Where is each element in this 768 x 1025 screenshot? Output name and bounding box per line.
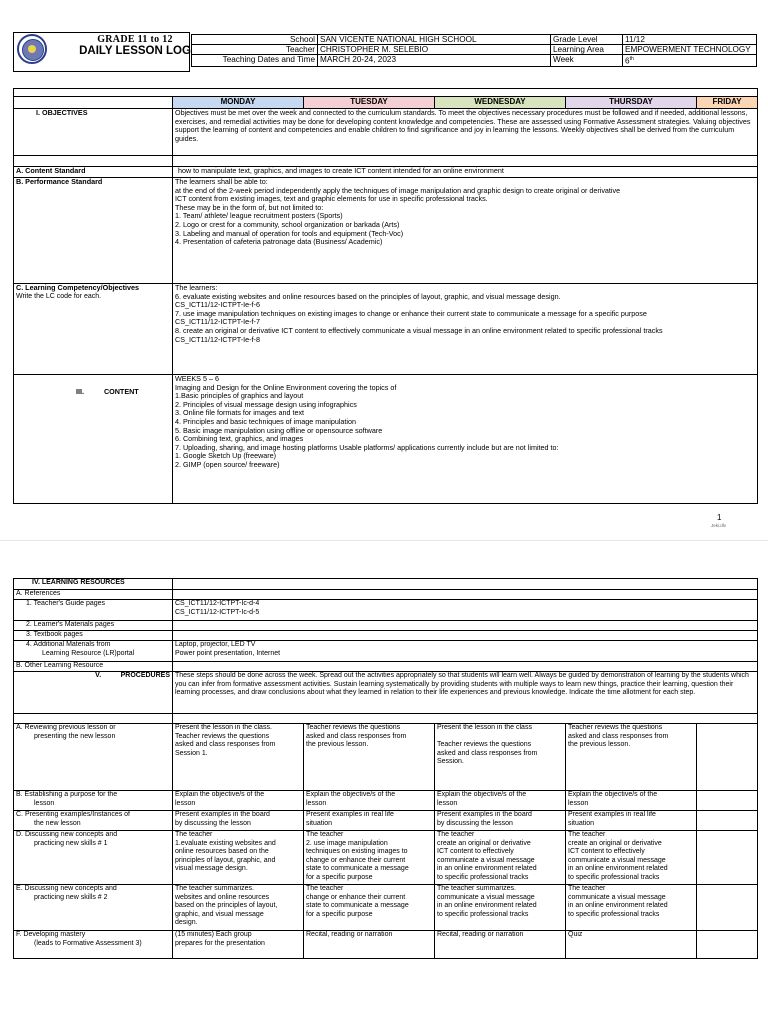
procedure-cell-line: Recital, reading or narration [437,931,524,938]
procedure-cell-line: The teacher [175,831,213,838]
procedure-cell-line: The teacher [568,885,606,892]
procedure-step-label-line: the new lesson [34,819,81,827]
performance-standard-line: 3. Labeling and manual of operation for tools and equipment (Tech-Voc) [175,228,404,238]
procedure-step-label [14,724,173,791]
procedures-text: These steps should be done across the week. Spread out the activities appropriately so that students will learn well. Always be guided by demonstration of learning by the students which you can infer from formative assessment activities. Sustain learning systematically by providing students with multiple ways to learn new things, practice their learning, question their learning processes, and draw conclusions about what they learned in relation to their life experiences and previous knowledge. Indicate the time allotment for each step. [173,672,758,714]
day-friday: FRIDAY [697,97,758,109]
procedure-cell-mon [173,831,304,885]
procedure-cell-line: for a specific purpose [306,910,373,918]
competency-heading-cell [14,284,173,375]
teachers-guide-line: CS_ICT11/12-ICTPT-Ic-d-5 [175,608,260,616]
procedure-step-label-line: (leads to Formative Assessment 3) [34,939,142,947]
learners-materials-label: 2. Learner's Materials pages [14,621,173,631]
procedure-step-label-line: practicing new skills # 1 [34,839,108,847]
document-title: DAILY LESSON LOG [79,45,191,57]
dates-value: MARCH 20-24, 2023 [318,55,551,67]
procedure-cell-line: The teacher [568,831,606,838]
procedure-cell-line: Teacher reviews the questions [437,741,532,749]
procedure-cell-tue [304,811,435,831]
additional-materials-label [14,641,173,662]
blank-cell [173,579,758,590]
procedure-cell-fri [697,811,758,831]
performance-standard-heading: B. Performance Standard [14,178,173,284]
procedure-cell-line: to specific professional tracks [437,910,529,918]
procedure-step-label-line: C. Presenting examples/Instances of [16,811,131,818]
content-standard-heading: A. Content Standard [14,167,173,178]
procedure-cell-line: (15 minutes) Each group [175,931,252,938]
content-line: 2. GIMP (open source/ freeware) [175,459,280,469]
procedure-cell-thu [566,811,697,831]
procedure-cell-tue [304,931,435,959]
learning-resources-heading: IV. LEARNING RESOURCES [14,579,173,590]
procedure-cell-line: in an online environment related [437,902,537,910]
day-monday: MONDAY [173,97,304,109]
procedure-cell-line: state to communicate a message [306,902,409,910]
page-number: 1 [717,513,722,522]
content-line: Imaging and Design for the Online Environment covering the topics of [175,382,397,392]
performance-standard-line: at the end of the 2-week period independently apply the techniques of image manipulation and graphic design to create original or derivative [175,185,621,195]
procedure-cell-tue [304,791,435,811]
procedure-cell-wed [435,791,566,811]
procedure-cell-line: Recital, reading or narration [306,931,393,938]
procedure-cell-line: The teacher [306,831,344,838]
procedure-row [14,791,758,811]
procedure-cell-wed [435,885,566,931]
procedure-cell-fri [697,885,758,931]
performance-standard-line: 2. Logo or crest for a community, school organization or barkada (Arts) [175,219,400,229]
procedure-cell-line: communicate a visual message [437,893,535,901]
day-header-blank [14,97,173,109]
procedure-cell-line: The teacher summarizes. [437,885,516,892]
procedure-cell-line: Present the lesson in the class. [175,724,272,731]
grade-heading: GRADE 11 to 12 [97,34,173,45]
procedure-cell-wed [435,811,566,831]
procedure-cell-tue [304,724,435,791]
procedure-step-label [14,831,173,885]
procedure-cell-line: online resources based on the [175,848,269,856]
procedure-cell-line: The teacher [437,831,475,838]
objectives-heading: I. OBJECTIVES [14,109,173,156]
procedure-cell-fri [697,791,758,811]
procedure-cell-fri [697,724,758,791]
procedure-cell-line: to specific professional tracks [568,873,660,881]
blank-cell [173,631,758,641]
content-line: 6. Combining text, graphics, and images [175,434,304,444]
textbook-label: 3. Textbook pages [14,631,173,641]
school-seal-icon [17,34,47,64]
procedure-step-label-line: lesson [34,799,55,807]
week-label: Week [551,55,623,67]
procedure-cell-line: The teacher [306,885,344,892]
additional-materials-value [173,641,758,662]
procedure-cell-line: 1.evaluate existing websites and [175,839,276,847]
procedure-cell-mon [173,885,304,931]
blank-cell [173,714,758,724]
procedure-cell-line: asked and class responses from [306,732,407,740]
procedure-cell-line: lesson [306,799,327,807]
page-footer-tag: Jeki.dlv [711,523,727,528]
competency-line: 6. evaluate existing websites and online resources based on the principles of layout, graphic, and visual message design. [175,291,561,301]
procedure-step-label [14,885,173,931]
procedure-cell-line: for a specific purpose [306,873,373,881]
procedure-cell-line: ICT content to effectively [568,848,645,856]
procedure-cell-line: Explain the objective/s of the [568,791,658,798]
objectives-text: Objectives must be met over the week and connected to the curriculum standards. To meet the objectives necessary procedures must be followed and if needed, additional lessons, exercises, and remedial activities may be done for developing content knowledge and competencies. These are assessed using Formative Assessment strategies. Valuing objectives support the learning of content and competencies and enable children to find significance and joy in learning the lessons. Weekly objectives shall be derived from the curriculum guides. [173,109,758,156]
content-line: WEEKS 5 – 6 [175,374,219,383]
content-line: 5. Basic image manipulation using offline or opensource software [175,425,383,435]
school-label: School [192,35,318,45]
learning-area-label: Learning Area [551,45,623,55]
procedure-cell-line [437,733,563,742]
competency-line: CS_ICT11/12-ICTPT-Ie-f-6 [175,300,260,310]
procedure-cell-tue [304,885,435,931]
procedure-step-label [14,811,173,831]
procedure-cell-line: situation [568,819,595,827]
procedure-cell-line: state to communicate a message [306,865,409,873]
teachers-guide-label: 1. Teacher's Guide pages [14,600,173,621]
school-value: SAN VICENTE NATIONAL HIGH SCHOOL [318,35,551,45]
content-standard-text: how to manipulate text, graphics, and images to create ICT content intended for an online environment [173,167,758,178]
procedure-cell-line: lesson [175,799,196,807]
procedure-cell-line: Explain the objective/s of the [175,791,265,798]
blank-cell [14,714,173,724]
procedure-row [14,724,758,791]
references-label: A. References [14,590,173,600]
procedure-cell-line: to specific professional tracks [437,873,529,881]
procedure-cell-line: The teacher summarizes. [175,885,254,892]
procedure-cell-mon [173,931,304,959]
content-heading: III. CONTENT [14,375,173,504]
procedure-step-label-line: practicing new skills # 2 [34,893,108,901]
performance-standard-line: These may be in the form of, but not limited to: [175,202,324,212]
procedure-rows [14,724,758,959]
day-thursday: THURSDAY [566,97,697,109]
procedure-cell-mon [173,791,304,811]
procedure-cell-line: in an online environment related [437,865,537,873]
procedure-cell-line: change or enhance their current [306,893,406,901]
week-value: 6th [623,55,757,67]
procedure-cell-line: graphic, and visual message [175,910,264,918]
procedure-step-label [14,791,173,811]
procedure-cell-line: Present the lesson in the class [437,724,532,731]
procedure-cell-line: Session 1. [175,749,208,757]
procedures-heading: V. PROCEDURES [14,672,173,714]
procedure-cell-line: techniques on existing images to [306,848,408,856]
competency-text [173,284,758,375]
procedure-cell-line: Present examples in real life [306,811,394,818]
grade-level-value: 11/12 [623,35,757,45]
procedure-step-label [14,931,173,959]
competency-line: CS_ICT11/12-ICTPT-Ie-f-7 [175,317,260,327]
procedure-cell-line: ICT content to effectively [437,848,514,856]
resources-procedures-table [13,578,758,959]
procedure-cell-line: design. [175,919,198,927]
procedure-cell-line: visual message design. [175,865,248,873]
blank-cell [173,590,758,600]
additional-materials-line: Laptop, projector, LED TV [175,641,256,648]
procedure-cell-line: Teacher reviews the questions [175,732,270,740]
day-wednesday: WEDNESDAY [435,97,566,109]
procedure-cell-line: Present examples in the board [175,811,270,818]
procedure-cell-line: situation [306,819,333,827]
content-line: 2. Principles of visual message design using infographics [175,399,357,409]
procedure-cell-fri [697,831,758,885]
procedure-cell-line: Explain the objective/s of the [437,791,527,798]
competency-heading: C. Learning Competency/Objectives [16,283,140,292]
procedure-cell-thu [566,931,697,959]
procedure-cell-wed [435,931,566,959]
content-line: 3. Online file formats for images and text [175,408,305,418]
procedure-cell-fri [697,931,758,959]
grade-level-label: Grade Level [551,35,623,45]
procedure-cell-tue [304,831,435,885]
procedure-cell-line: 2. use image manipulation [306,839,388,847]
procedure-cell-line: communicate a visual message [568,893,666,901]
page-2 [0,540,768,1025]
competency-note: Write the LC code for each. [16,292,102,300]
blank-cell [173,156,758,167]
teacher-value: CHRISTOPHER M. SELEBIO [318,45,551,55]
teacher-label: Teacher [192,45,318,55]
blank-cell [14,156,173,167]
procedure-cell-line: asked and class responses from [568,732,669,740]
procedure-cell-line: Session. [437,758,464,766]
procedure-cell-line: Quiz [568,931,583,938]
competency-line: The learners: [175,283,218,292]
procedure-step-label-line: A. Reviewing previous lesson or [16,724,116,731]
blank-cell [173,621,758,631]
performance-standard-line: ICT content from existing images, text and graphic elements for use in specific professional tracks. [175,194,488,204]
procedure-cell-line: in an online environment related [568,902,668,910]
procedure-step-label-line: presenting the new lesson [34,732,116,740]
performance-standard-text [173,178,758,284]
procedure-row [14,931,758,959]
procedure-cell-mon [173,724,304,791]
procedure-cell-wed [435,724,566,791]
teachers-guide-value [173,600,758,621]
procedure-cell-mon [173,811,304,831]
procedure-step-label-line: D. Discussing new concepts and [16,831,118,838]
procedure-step-label-line: F. Developing mastery [16,931,86,938]
procedure-cell-line: Teacher reviews the questions [306,724,401,731]
procedure-cell-wed [435,831,566,885]
performance-standard-line: 4. Presentation of cafeteria patronage data (Business/ Academic) [175,237,383,247]
procedure-row [14,831,758,885]
procedure-cell-line: principles of layout, graphic, and [175,856,276,864]
additional-materials-line: Power point presentation, Internet [175,649,281,657]
procedure-step-label-line: E. Discussing new concepts and [16,885,117,892]
procedure-cell-line: lesson [568,799,589,807]
learning-area-value: EMPOWERMENT TECHNOLOGY [623,45,757,55]
procedure-row [14,811,758,831]
dates-label: Teaching Dates and Time [192,55,318,67]
procedure-cell-line: by discussing the lesson [175,819,251,827]
procedure-cell-thu [566,831,697,885]
procedure-cell-line: by discussing the lesson [437,819,513,827]
procedure-cell-thu [566,791,697,811]
other-resources-label: B. Other Learning Resource [14,662,173,672]
procedure-cell-line: the previous lesson. [306,741,369,749]
procedure-row [14,885,758,931]
procedure-cell-line: asked and class responses from [175,741,276,749]
procedure-cell-thu [566,724,697,791]
procedure-cell-line: in an online environment related [568,865,668,873]
content-line: 4. Principles and basic techniques of image manipulation [175,416,356,426]
procedure-cell-line: lesson [437,799,458,807]
procedure-cell-line: change or enhance their current [306,856,406,864]
procedure-cell-line: based on the principles of layout, [175,902,278,910]
procedure-cell-line: create an original or derivative [568,839,662,847]
procedure-cell-thu [566,885,697,931]
content-line: 1.Basic principles of graphics and layout [175,391,304,401]
procedure-cell-line: Present examples in real life [568,811,656,818]
content-line: 7. Uploading, sharing, and image hosting platforms Usable platforms/ applications currently include but are not limited to: [175,442,559,452]
procedure-cell-line: create an original or derivative [437,839,531,847]
additional-materials-label-line: 4. Additional Materials from [26,641,111,648]
procedure-cell-line: Present examples in the board [437,811,532,818]
blank-cell [173,662,758,672]
competency-line: 7. use image manipulation techniques on existing images to change or enhance their current state to communicate a message for a specific purpose [175,308,647,318]
procedure-cell-line: the previous lesson. [568,741,631,749]
performance-standard-line: 1. Team/ athlete/ league recruitment posters (Sports) [175,211,343,221]
spacer-row [14,89,758,97]
lesson-plan-table [13,88,758,504]
competency-line: CS_ICT11/12-ICTPT-Ie-f-8 [175,334,260,344]
content-text [173,375,758,504]
procedure-cell-line: communicate a visual message [437,856,535,864]
day-tuesday: TUESDAY [304,97,435,109]
procedure-cell-line: prepares for the presentation [175,939,265,947]
additional-materials-label-line: Learning Resource (LR)portal [42,649,135,657]
competency-line: 8. create an original or derivative ICT content to effectively communicate a visual message in an online environment related to specific professional tracks [175,325,663,335]
procedure-cell-line: websites and online resources [175,893,270,901]
procedure-cell-line: Teacher reviews the questions [568,724,663,731]
procedure-cell-line: communicate a visual message [568,856,666,864]
procedure-step-label-line: B. Establishing a purpose for the [16,791,118,798]
content-line: 1. Google Sketch Up (freeware) [175,451,277,461]
procedure-cell-line: Explain the objective/s of the [306,791,396,798]
performance-standard-line: The learners shall be able to: [175,177,268,186]
procedure-cell-line: asked and class responses from [437,749,538,757]
teachers-guide-line: CS_ICT11/12-ICTPT-Ic-d-4 [175,600,260,607]
procedure-cell-line: to specific professional tracks [568,910,660,918]
header-info-table [191,34,757,67]
